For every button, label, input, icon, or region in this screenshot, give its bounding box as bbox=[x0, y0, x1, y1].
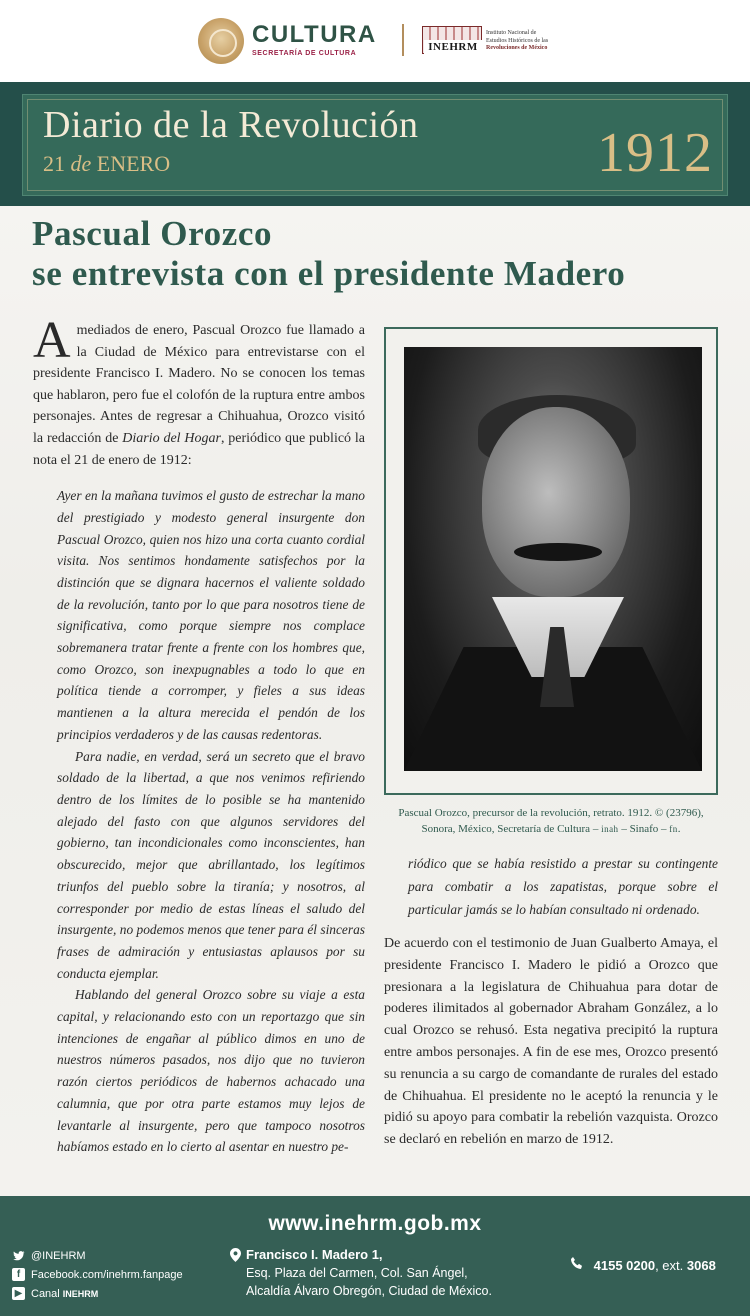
left-column bbox=[33, 312, 366, 1158]
inehrm-logo[interactable] bbox=[422, 26, 572, 56]
caption-source: Sonora, México, Secretaría de Cultura – bbox=[421, 822, 602, 835]
cultura-subtitle: SECRETARÍA DE CULTURA bbox=[252, 50, 357, 57]
photo-caption bbox=[384, 806, 718, 837]
facebook-icon: f bbox=[12, 1268, 25, 1281]
date-day: 21 bbox=[43, 151, 65, 176]
site-header bbox=[0, 0, 750, 82]
intro-paragraph bbox=[33, 312, 366, 471]
youtube-link[interactable] bbox=[12, 1284, 222, 1303]
headline-line-2: se entrevista con el presidente Madero bbox=[32, 254, 626, 293]
intro-text-a: mediados de enero, Pascual Orozco fue llamado a la Ciudad de México para entrevistarse con el presidente Francisco I. Madero. No se conocen los temas que hablaron, pero fue el colofón de la ruptura entre ambos personajes. Antes de regresar a Chihuahua, Orozco visitó la redacción de bbox=[33, 323, 365, 446]
facebook-url: Facebook.com/inehrm.fanpage bbox=[31, 1268, 183, 1281]
phone-number: 4155 0200 bbox=[593, 1258, 656, 1273]
caption-end: . bbox=[677, 822, 681, 835]
youtube-channel-name: INEHRM bbox=[62, 1288, 99, 1299]
quote-paragraph-2: Para nadie, en verdad, será un secreto que el bravo soldado de la libertad, a que nos venimos refiriendo dentro de los límites de lo posible se ha mantenido alejado del fasto con que algunos servidores del gobierno, tan incondicionales como inconscientes, han obscurecido, mejor que abrillantado, los legítimos triunfos del pueblo sobre la tiranía; y nosotros, al corresponder por medio de estas líneas el saludo del insurgente, no podemos menos que tener para él sinceras frases de admiración y entusiastas aplausos por su conducta ejemplar. bbox=[57, 748, 365, 981]
twitter-handle: @INEHRM bbox=[31, 1249, 86, 1262]
phone-block[interactable] bbox=[570, 1256, 740, 1273]
twitter-link[interactable] bbox=[12, 1246, 222, 1265]
date-line bbox=[43, 151, 170, 177]
diario-title: Diario de la Revolución bbox=[43, 104, 419, 146]
article-headline bbox=[32, 214, 722, 294]
mexican-seal-icon bbox=[198, 18, 244, 64]
phone-extension: 3068 bbox=[686, 1258, 716, 1273]
youtube-label bbox=[31, 1288, 98, 1300]
address-line-2: Esq. Plaza del Carmen, Col. San Ángel, bbox=[246, 1266, 468, 1280]
caption-inah: inah bbox=[601, 823, 619, 834]
facebook-link[interactable] bbox=[12, 1265, 222, 1284]
address-block bbox=[246, 1246, 546, 1300]
quote-continuation: riódico que se había resistido a prestar su contingente para combatir a los zapatistas, porque sobre el particular jamás se lo habían consultado ni ordenado. bbox=[408, 856, 718, 917]
newspaper-quote bbox=[33, 485, 365, 1158]
intro-newspaper-name: Diario del Hogar bbox=[122, 430, 221, 446]
inehrm-name-line-3: Revoluciones de México bbox=[486, 45, 548, 51]
portrait-face bbox=[482, 407, 630, 597]
year: 1912 bbox=[597, 122, 713, 184]
inehrm-name-line-1: Instituto Nacional de bbox=[486, 30, 537, 36]
title-panel bbox=[22, 94, 728, 196]
cultura-logo[interactable] bbox=[252, 22, 392, 57]
portrait-mustache bbox=[514, 543, 602, 561]
youtube-label-prefix: Canal bbox=[31, 1287, 63, 1300]
caption-fn: fn bbox=[669, 823, 678, 834]
phone-icon bbox=[570, 1256, 584, 1270]
closing-paragraph: De acuerdo con el testimonio de Juan Gualberto Amaya, el presidente Francisco I. Madero le pidió a Orozco que presionara a la legislatura de Chihuahua para dotar de poderes ilimitados al gobernador Abraham González, a lo cual Orozco se rehusó. Esta negativa precipitó la ruptura entre ambos personajes. A fin de ese mes, Orozco presentó su renuncia a su cargo de comandante de rurales del estado de Chihuahua. El presidente no le aceptó la renuncia y le pidió su apoyo para combatir la rebelión vazquista. Orozco se declaró en rebelión en marzo de 1912. bbox=[384, 936, 718, 1148]
twitter-icon bbox=[12, 1249, 25, 1262]
location-pin-icon bbox=[230, 1248, 241, 1262]
drop-cap: A bbox=[33, 312, 71, 369]
social-links bbox=[12, 1246, 222, 1303]
caption-line-1: Pascual Orozco, precursor de la revolución, retrato. 1912. © (23796), bbox=[398, 807, 704, 819]
caption-line-2 bbox=[384, 822, 718, 838]
caption-sinafo: – Sinafo – bbox=[618, 822, 670, 835]
address-line-3: Alcaldía Álvaro Obregón, Ciudad de México. bbox=[246, 1284, 492, 1298]
date-month: ENERO bbox=[96, 151, 171, 176]
date-de: de bbox=[70, 151, 92, 176]
address-line-1: Francisco I. Madero 1, bbox=[246, 1247, 383, 1262]
youtube-icon: ▶ bbox=[12, 1287, 25, 1300]
cultura-title: CULTURA bbox=[252, 21, 377, 48]
intro-text-b: , periódico que publicó la nota el 21 de enero de 1912: bbox=[33, 430, 366, 468]
portrait-photo[interactable] bbox=[404, 347, 702, 771]
portrait-frame bbox=[384, 327, 718, 795]
phone-ext-label: , ext. bbox=[655, 1258, 687, 1273]
quote-paragraph-3: Hablando del general Orozco sobre su viaje a esta capital, y relacionando esto con un reportazgo que sin intenciones de engañar al público dimos en uno de nuestros números pasados, nos dijo que no tuvieron razón ciertos periódicos de habernos achacado una calumnia, que por otra parte estamos muy lejos de levantarle al insurgente, pero que tampoco nosotros habíamos estado en lo cierto al asentar en nuestro pe- bbox=[57, 987, 365, 1155]
inehrm-full-name bbox=[486, 30, 576, 53]
inehrm-name-line-2: Estudios Históricos de las bbox=[486, 37, 549, 44]
website-link[interactable]: www.inehrm.gob.mx bbox=[268, 1212, 482, 1235]
header-divider bbox=[402, 24, 404, 56]
quote-paragraph-1: Ayer en la mañana tuvimos el gusto de estrechar la mano del prestigiado y modesto general insurgente don Pascual Orozco, quien nos hizo una corta cuanto cordial visita. Nos sentimos hondamente satisfechos por la distinción que se dignara hacernos el valiente soldado de la revolución, tanto por lo que para nosotros tiene de significativa, como porque siempre nos complace sobremanera tratar frente a frente con los hombres que, como Orozco, son inexpugnables a todo lo que en política tiende a corromper, y fieles a sus ideas mantienen a la altura merecida el pendón de los principios verdaderos y de las causas redentoras. bbox=[57, 488, 365, 742]
inehrm-abbrev: INEHRM bbox=[424, 40, 482, 54]
headline-line-1: Pascual Orozco bbox=[32, 214, 273, 253]
